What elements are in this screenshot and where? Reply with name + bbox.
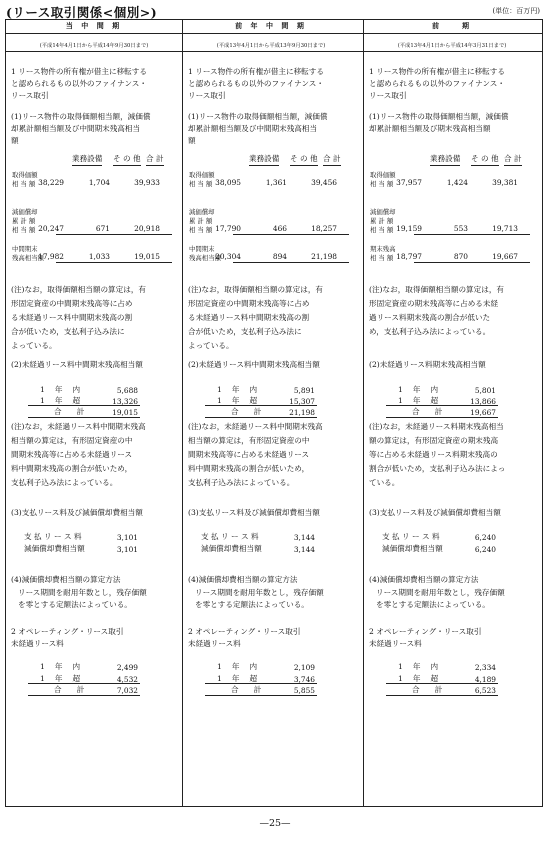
note-text: 過リース料期末残高の割合が低いた: [369, 313, 491, 322]
row-label: 期末残高: [370, 245, 396, 253]
row-label: 減価償却: [12, 208, 38, 216]
section-title: 未経過リース料: [369, 639, 422, 648]
row-label: 相 当 額: [370, 180, 394, 188]
section-title: 2 オペレーティング・リース取引: [188, 627, 301, 636]
balance-value: 5,801: [474, 386, 496, 395]
note-text: る未経過リース料中間期末残高の割: [11, 313, 133, 322]
section-title: 未経過リース料: [188, 639, 241, 648]
operating-lease-value: 2,334: [474, 663, 496, 672]
note-text: 形固定資産の中間期末残高等に占め: [11, 299, 133, 308]
row-label: 減価償却: [189, 208, 215, 216]
row-label: 減価償却: [370, 208, 396, 216]
table-cell-value: 1,704: [88, 178, 110, 187]
operating-lease-label: 合 計: [54, 685, 85, 694]
row-label: 取得価額: [12, 171, 38, 179]
operating-lease-label: 1 年 内: [40, 662, 81, 671]
section-title: (3)支払リース料及び減価償却費相当額: [11, 508, 143, 517]
section-title: 2 オペレーティング・リース取引: [369, 627, 482, 636]
payment-label: 減価償却費相当額: [382, 544, 443, 553]
note-text: 支払利子込み法によっている。: [188, 478, 295, 487]
section-title: 2 オペレーティング・リース取引: [11, 627, 124, 636]
section-title: 1 リース物件の所有権が借主に移転する: [369, 67, 505, 76]
table-cell-value: 20,247: [38, 224, 64, 233]
row-label: 累 計 額: [189, 217, 213, 225]
table-column-header: 業務設備: [430, 153, 460, 166]
row-label: 相 当 額: [370, 226, 394, 234]
table-cell-value: 553: [453, 224, 468, 233]
balance-label: 1 年 内: [217, 385, 258, 394]
section-title: (2)未経過リース料中間期末残高相当額: [11, 360, 143, 369]
table-cell-value: 21,198: [311, 252, 337, 261]
column-header: 前 年 中 間 期: [235, 21, 307, 30]
payment-value: 3,144: [293, 533, 315, 542]
row-label: 残高相当額: [12, 254, 44, 262]
sum-rule: [28, 683, 140, 684]
column-header: 当 中 間 期: [65, 21, 123, 30]
note-text: 間期末残高等に占める未経過リース: [188, 450, 310, 459]
balance-value: 5,891: [293, 386, 315, 395]
row-label: 相 当 額: [189, 226, 213, 234]
note-text: め，支払利子込み法によっている。: [369, 327, 491, 336]
period-label: (平成13年4月1日から平成14年3月31日まで): [397, 43, 507, 49]
period-label: (平成14年4月1日から平成14年9月30日まで): [39, 43, 149, 49]
table-cell-value: 870: [453, 252, 468, 261]
section-title: (3)支払リース料及び減価償却費相当額: [188, 508, 320, 517]
section-title: (2)未経過リース料期末残高相当額: [369, 360, 486, 369]
operating-lease-value: 7,032: [116, 686, 138, 695]
operating-lease-value: 2,499: [116, 663, 138, 672]
column-header: 前 期: [432, 21, 472, 30]
operating-lease-label: 合 計: [231, 685, 262, 694]
method-text: を零とする定額法によっている。: [18, 600, 132, 609]
subsection-title: 額: [188, 136, 196, 145]
sum-rule: [386, 405, 498, 406]
operating-lease-value: 4,532: [116, 675, 138, 684]
payment-value: 6,240: [474, 545, 496, 554]
table-cell-value: 20,304: [215, 252, 241, 261]
report-column: [364, 19, 540, 807]
table-rule: [56, 262, 172, 263]
table-cell-value: 671: [95, 224, 110, 233]
subsection-title: 却累計額相当額及び中間期末残高相当: [188, 124, 318, 133]
table-cell-value: 19,667: [492, 252, 518, 261]
sum-rule: [386, 417, 498, 418]
sum-rule: [28, 405, 140, 406]
table-cell-value: 20,918: [134, 224, 160, 233]
table-rule: [414, 262, 530, 263]
balance-value: 19,667: [470, 408, 496, 417]
payment-value: 3,144: [293, 545, 315, 554]
payment-value: 3,101: [116, 533, 138, 542]
note-text: 料中間期末残高の割合が低いため，: [11, 464, 133, 473]
section-title: (4)減価償却費相当額の算定方法: [11, 575, 121, 584]
note-text: (注)なお，未経過リース料期末残高相当: [369, 422, 504, 431]
section-title: 1 リース物件の所有権が借主に移転する: [11, 67, 147, 76]
method-text: を零とする定額法によっている。: [195, 600, 309, 609]
subsection-title: (1)リース物件の取得価額相当額，減価償: [369, 112, 509, 121]
note-text: (注)なお，取得価額相当額の算定は，有: [188, 285, 324, 294]
balance-value: 13,866: [470, 397, 496, 406]
note-text: ている。: [369, 478, 400, 487]
note-text: る未経過リース料中間期末残高の割: [188, 313, 310, 322]
payment-label: 減価償却費相当額: [24, 544, 85, 553]
section-title: 未経過リース料: [11, 639, 64, 648]
table-cell-value: 17,982: [38, 252, 64, 261]
section-title: 1 リース物件の所有権が借主に移転する: [188, 67, 324, 76]
row-label: 相 当 額: [12, 180, 36, 188]
section-title: リース取引: [369, 91, 407, 100]
payment-value: 3,101: [116, 545, 138, 554]
table-cell-value: 18,797: [396, 252, 422, 261]
note-text: 形固定資産の中間期末残高等に占め: [188, 299, 310, 308]
unit-label: (単位：百万円): [492, 7, 540, 15]
table-cell-value: 1,033: [88, 252, 110, 261]
section-title: (4)減価償却費相当額の算定方法: [188, 575, 298, 584]
note-text: 相当額の算定は，有形固定資産の中: [11, 436, 133, 445]
note-text: (注)なお，未経過リース料中間期末残高: [11, 422, 146, 431]
section-title: (2)未経過リース料中間期末残高相当額: [188, 360, 320, 369]
balance-label: 合 計: [412, 407, 443, 416]
table-column-header: 業務設備: [249, 153, 279, 166]
table-cell-value: 38,095: [215, 178, 241, 187]
table-cell-value: 39,381: [492, 178, 518, 187]
table-cell-value: 37,957: [396, 178, 422, 187]
balance-label: 1 年 超: [398, 396, 439, 405]
row-label: 中間期末: [189, 245, 215, 253]
operating-lease-value: 6,523: [474, 686, 496, 695]
operating-lease-value: 3,746: [293, 675, 315, 684]
table-cell-value: 17,790: [215, 224, 241, 233]
note-text: (注)なお，取得価額相当額の算定は，有: [11, 285, 147, 294]
method-text: リース期間を耐用年数とし，残存価額: [195, 588, 324, 597]
subsection-title: (1)リース物件の取得価額相当額，減価償: [188, 112, 328, 121]
note-text: 等に占める未経過リース料期末残高の: [369, 450, 498, 459]
operating-lease-value: 5,855: [293, 686, 315, 695]
balance-label: 合 計: [231, 407, 262, 416]
balance-value: 15,307: [289, 397, 315, 406]
table-rule: [233, 262, 349, 263]
period-label: (平成13年4月1日から平成13年9月30日まで): [216, 43, 326, 49]
note-text: 形固定資産の期末残高等に占める未経: [369, 299, 499, 308]
row-label: 取得価額: [189, 171, 215, 179]
section-title: と認められるもの以外のファイナンス・: [369, 79, 505, 88]
operating-lease-value: 2,109: [293, 663, 315, 672]
sum-rule: [205, 405, 317, 406]
note-text: (注)なお，取得価額相当額の算定は，有: [369, 285, 505, 294]
payment-label: 減価償却費相当額: [201, 544, 262, 553]
operating-lease-label: 1 年 超: [398, 674, 439, 683]
payment-label: 支 払 リ ー ス 料: [24, 532, 82, 541]
row-label: 相 当 額: [12, 226, 36, 234]
section-title: と認められるもの以外のファイナンス・: [11, 79, 147, 88]
balance-value: 21,198: [289, 408, 315, 417]
row-label: 累 計 額: [12, 217, 36, 225]
table-cell-value: 18,257: [311, 224, 337, 233]
balance-label: 1 年 内: [398, 385, 439, 394]
balance-value: 13,326: [112, 397, 138, 406]
note-text: 合が低いため，支払利子込み法に: [188, 327, 302, 336]
note-text: 額の算定は，有形固定資産の期末残高: [369, 436, 499, 445]
report-column: [183, 19, 359, 807]
sum-rule: [28, 417, 140, 418]
note-text: 相当額の算定は，有形固定資産の中: [188, 436, 310, 445]
subsection-title: (1)リース物件の取得価額相当額，減価償: [11, 112, 151, 121]
row-label: 相 当 額: [370, 254, 394, 262]
payment-value: 6,240: [474, 533, 496, 542]
table-cell-value: 1,361: [265, 178, 287, 187]
table-column-header: そ の 他: [471, 153, 499, 166]
method-text: リース期間を耐用年数とし，残存価額: [376, 588, 505, 597]
balance-label: 1 年 超: [40, 396, 81, 405]
operating-lease-label: 1 年 内: [217, 662, 258, 671]
table-cell-value: 39,456: [311, 178, 337, 187]
payment-label: 支 払 リ ー ス 料: [201, 532, 259, 541]
subsection-title: 却累計額相当額及び中間期末残高相当: [11, 124, 141, 133]
page-number: —25—: [259, 818, 291, 829]
table-cell-value: 19,713: [492, 224, 518, 233]
table-rule: [56, 234, 172, 235]
operating-lease-label: 合 計: [412, 685, 443, 694]
table-cell-value: 466: [272, 224, 287, 233]
sum-rule: [386, 683, 498, 684]
table-column-header: 業務設備: [72, 153, 102, 166]
table-column-header: そ の 他: [113, 153, 141, 166]
row-label: 中間期末: [12, 245, 38, 253]
sum-rule: [205, 417, 317, 418]
table-rule: [233, 234, 349, 235]
note-text: 合が低いため，支払利子込み法に: [11, 327, 125, 336]
note-text: 間期末残高等に占める未経過リース: [11, 450, 133, 459]
sum-rule: [205, 683, 317, 684]
table-cell-value: 19,015: [134, 252, 160, 261]
method-text: を零とする定額法によっている。: [376, 600, 490, 609]
note-text: 支払利子込み法によっている。: [11, 478, 118, 487]
sum-rule: [28, 695, 140, 696]
note-text: (注)なお，未経過リース料中間期末残高: [188, 422, 323, 431]
table-column-header: 合 計: [146, 153, 164, 166]
balance-value: 19,015: [112, 408, 138, 417]
note-text: 料中間期末残高の割合が低いため，: [188, 464, 310, 473]
row-label: 累 計 額: [370, 217, 394, 225]
note-text: よっている。: [188, 341, 234, 350]
section-title: (4)減価償却費相当額の算定方法: [369, 575, 479, 584]
table-cell-value: 38,229: [38, 178, 64, 187]
section-title: と認められるもの以外のファイナンス・: [188, 79, 324, 88]
operating-lease-value: 4,189: [474, 675, 496, 684]
operating-lease-label: 1 年 内: [398, 662, 439, 671]
section-title: (3)支払リース料及び減価償却費相当額: [369, 508, 501, 517]
sum-rule: [205, 695, 317, 696]
document-title: (リース取引関係<個別>): [6, 5, 158, 20]
table-cell-value: 39,933: [134, 178, 160, 187]
row-label: 残高相当額: [189, 254, 221, 262]
balance-label: 合 計: [54, 407, 85, 416]
subsection-title: 額: [11, 136, 19, 145]
row-label: 取得価額: [370, 171, 396, 179]
table-cell-value: 19,159: [396, 224, 422, 233]
operating-lease-label: 1 年 超: [217, 674, 258, 683]
table-column-header: 合 計: [504, 153, 522, 166]
sum-rule: [386, 695, 498, 696]
table-cell-value: 1,424: [446, 178, 468, 187]
section-title: リース取引: [188, 91, 226, 100]
subsection-title: 却累計額相当額及び期末残高相当額: [369, 124, 491, 133]
row-label: 相 当 額: [189, 180, 213, 188]
payment-label: 支 払 リ ー ス 料: [382, 532, 440, 541]
balance-label: 1 年 内: [40, 385, 81, 394]
operating-lease-label: 1 年 超: [40, 674, 81, 683]
report-column: [6, 19, 182, 807]
table-cell-value: 894: [272, 252, 287, 261]
method-text: リース期間を耐用年数とし，残存価額: [18, 588, 147, 597]
balance-value: 5,688: [116, 386, 138, 395]
table-column-header: そ の 他: [290, 153, 318, 166]
balance-label: 1 年 超: [217, 396, 258, 405]
table-column-header: 合 計: [323, 153, 341, 166]
table-rule: [414, 234, 530, 235]
section-title: リース取引: [11, 91, 49, 100]
note-text: よっている。: [11, 341, 57, 350]
note-text: 割合が低いため，支払利子込み法によっ: [369, 464, 506, 473]
